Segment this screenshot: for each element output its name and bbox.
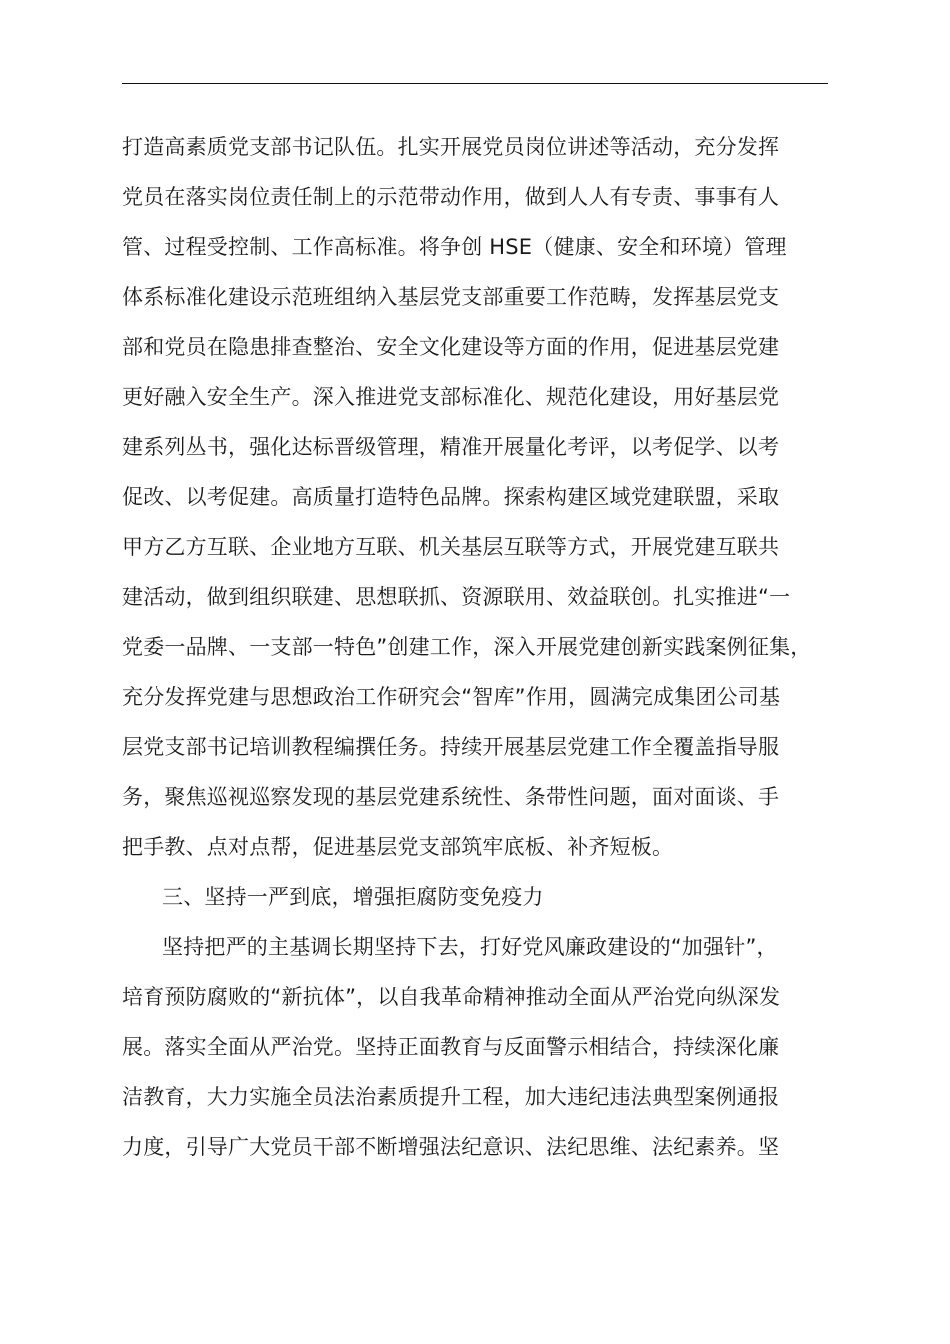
text-line: 层党支部书记培训教程编撰任务。持续开展基层党建工作全覆盖指导服 [122,735,780,759]
text-line: 务，聚焦巡视巡察发现的基层党建系统性、条带性问题，面对面谈、手 [122,785,780,809]
text-line: 坚持把严的主基调长期坚持下去，打好党风廉政建设的“加强针”， [162,935,778,959]
text-line: 更好融入安全生产。深入推进党支部标准化、规范化建设，用好基层党 [122,385,780,409]
text-line: 洁教育，大力实施全员法治素质提升工程，加大违纪违法典型案例通报 [122,1085,780,1109]
text-line: 体系标准化建设示范班组纳入基层党支部重要工作范畴，发挥基层党支 [122,285,780,309]
text-line: 培育预防腐败的“新抗体”，以自我革命精神推动全面从严治党向纵深发 [122,985,781,1009]
text-line: 部和党员在隐患排查整治、安全文化建设等方面的作用，促进基层党建 [122,335,780,359]
text-line: 党员在落实岗位责任制上的示范带动作用，做到人人有专责、事事有人 [122,185,780,209]
text-line: 力度，引导广大党员干部不断增强法纪意识、法纪思维、法纪素养。坚 [122,1135,780,1159]
text-line: 促改、以考促建。高质量打造特色品牌。探索构建区域党建联盟，采取 [122,485,780,509]
text-line: 建活动，做到组织联建、思想联抓、资源联用、效益联创。扎实推进“一 [122,585,791,609]
header-rule [122,83,828,84]
text-line: 甲方乙方互联、企业地方互联、机关基层互联等方式，开展党建互联共 [122,535,780,559]
document-body [122,122,852,1172]
text-line: 管、过程受控制、工作高标准。将争创 HSE（健康、安全和环境）管理 [122,235,787,259]
text-line: 打造高素质党支部书记队伍。扎实开展党员岗位讲述等活动，充分发挥 [122,135,780,159]
text-line: 展。落实全面从严治党。坚持正面教育与反面警示相结合，持续深化廉 [122,1035,780,1059]
text-line: 建系列丛书，强化达标晋级管理，精准开展量化考评，以考促学、以考 [122,435,780,459]
text-line: 充分发挥党建与思想政治工作研究会“智库”作用，圆满完成集团公司基 [122,685,781,709]
text-line: 三、坚持一严到底，增强拒腐防变免疫力 [162,885,544,909]
text-line: 把手教、点对点帮，促进基层党支部筑牢底板、补齐短板。 [122,835,674,859]
text-line: 党委一品牌、一支部一特色”创建工作，深入开展党建创新实践案例征集， [122,635,812,659]
